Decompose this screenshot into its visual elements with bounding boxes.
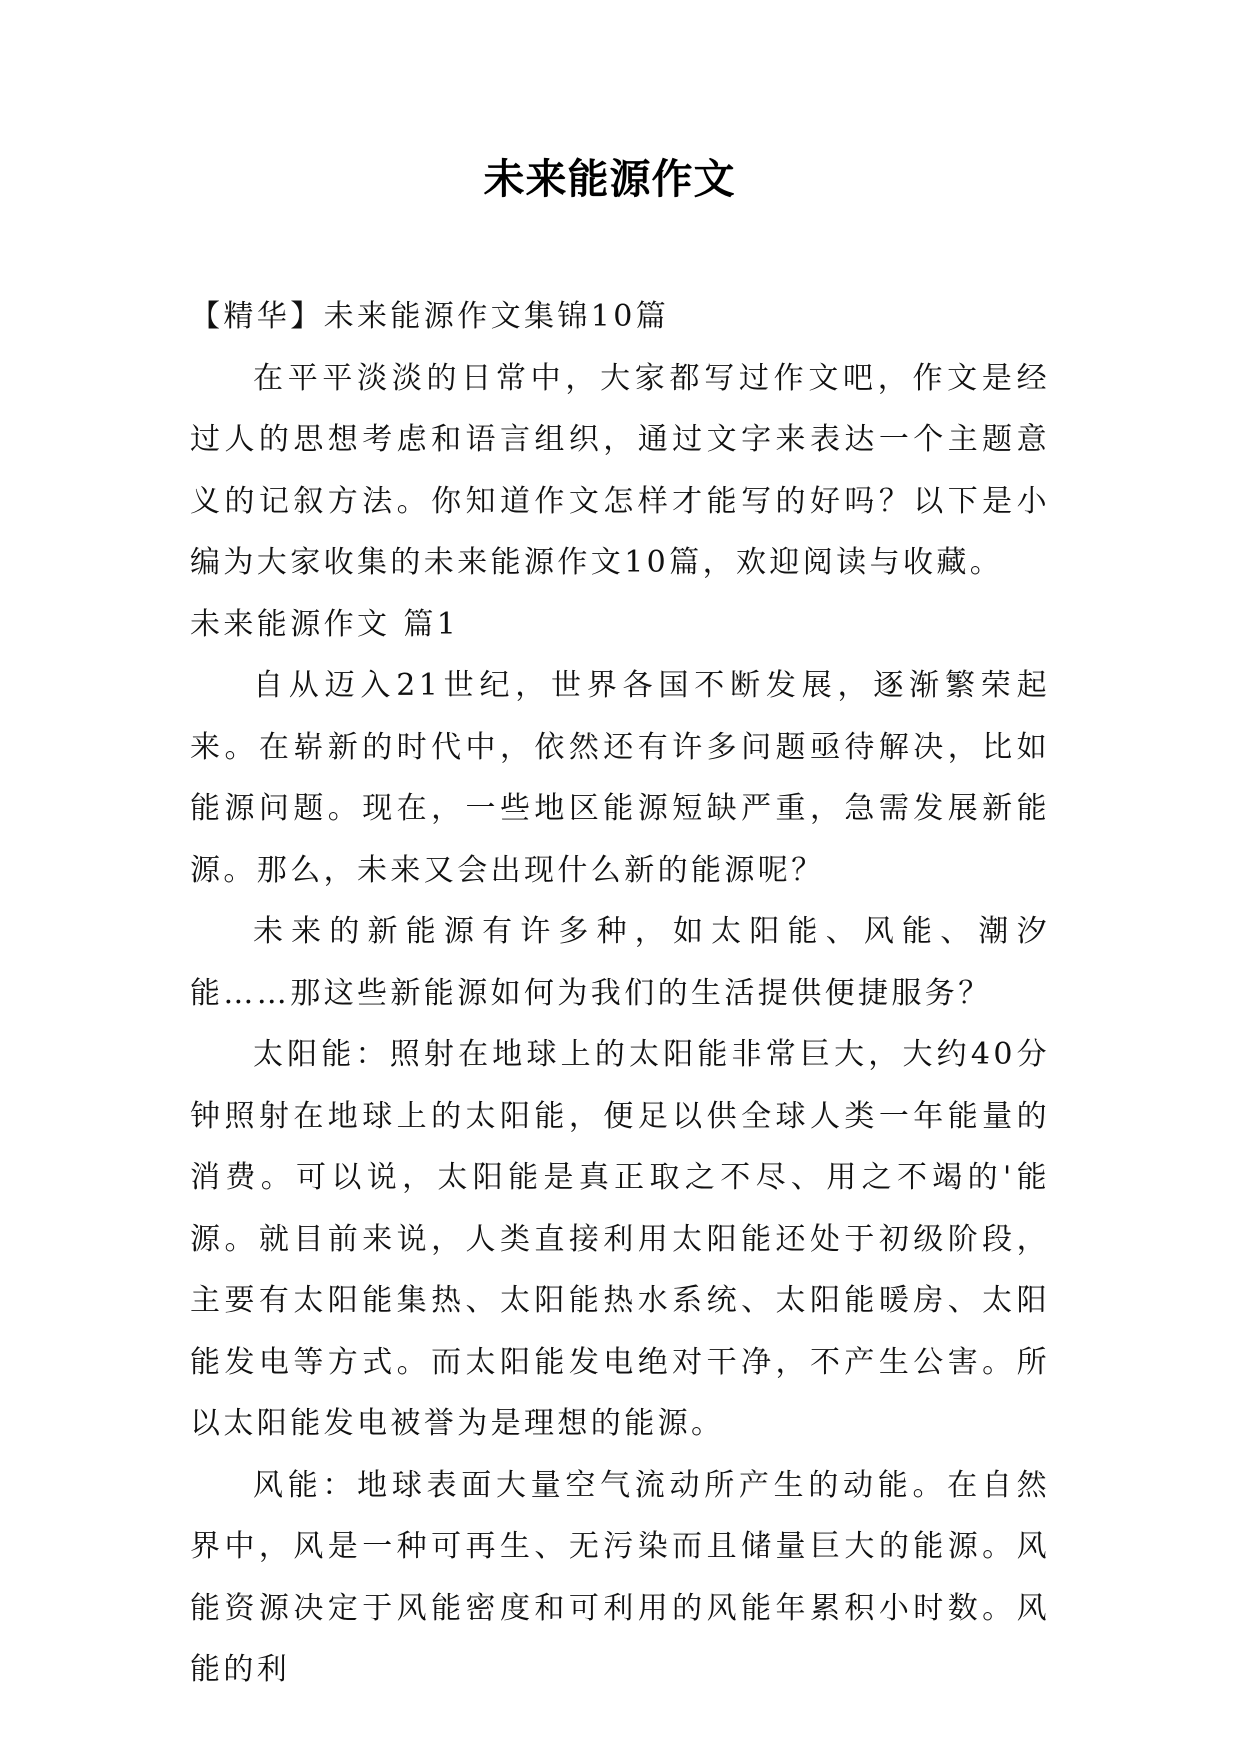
body-paragraph: 未来的新能源有许多种，如太阳能、风能、潮汐能……那这些新能源如何为我们的生活提供便捷服务？ (190, 914, 1050, 1011)
section-heading: 未来能源作文 篇1 (190, 606, 460, 642)
intro-paragraph: 在平平淡淡的日常中，大家都写过作文吧，作文是经过人的思想考虑和语言组织，通过文字来表达一个主题意义的记叙方法。你知道作文怎样才能写的好吗？以下是小编为大家收集的未来能源作文10篇，欢迎阅读与收藏。 (190, 360, 1050, 580)
document-title: 未来能源作文 (483, 155, 736, 203)
document-subtitle: 【精华】未来能源作文集锦10篇 (190, 299, 670, 334)
body-paragraph: 自从迈入21世纪，世界各国不断发展，逐渐繁荣起来。在崭新的时代中，依然还有许多问题亟待解决，比如能源问题。现在，一些地区能源短缺严重，急需发展新能源。那么，未来又会出现什么新的能源呢？ (190, 668, 1050, 888)
body-paragraph: 风能：地球表面大量空气流动所产生的动能。在自然界中，风是一种可再生、无污染而且储量巨大的能源。风能资源决定于风能密度和可利用的风能年累积小时数。风能的利 (190, 1467, 1050, 1687)
document-body (190, 286, 1050, 1701)
body-paragraph: 太阳能：照射在地球上的太阳能非常巨大，大约40分钟照射在地球上的太阳能，便足以供全球人类一年能量的消费。可以说，太阳能是真正取之不尽、用之不竭的'能源。就目前来说，人类直接利用太阳能还处于初级阶段，主要有太阳能集热、太阳能热水系统、太阳能暖房、太阳能发电等方式。而太阳能发电绝对干净，不产生公害。所以太阳能发电被誉为是理想的能源。 (190, 1037, 1050, 1441)
